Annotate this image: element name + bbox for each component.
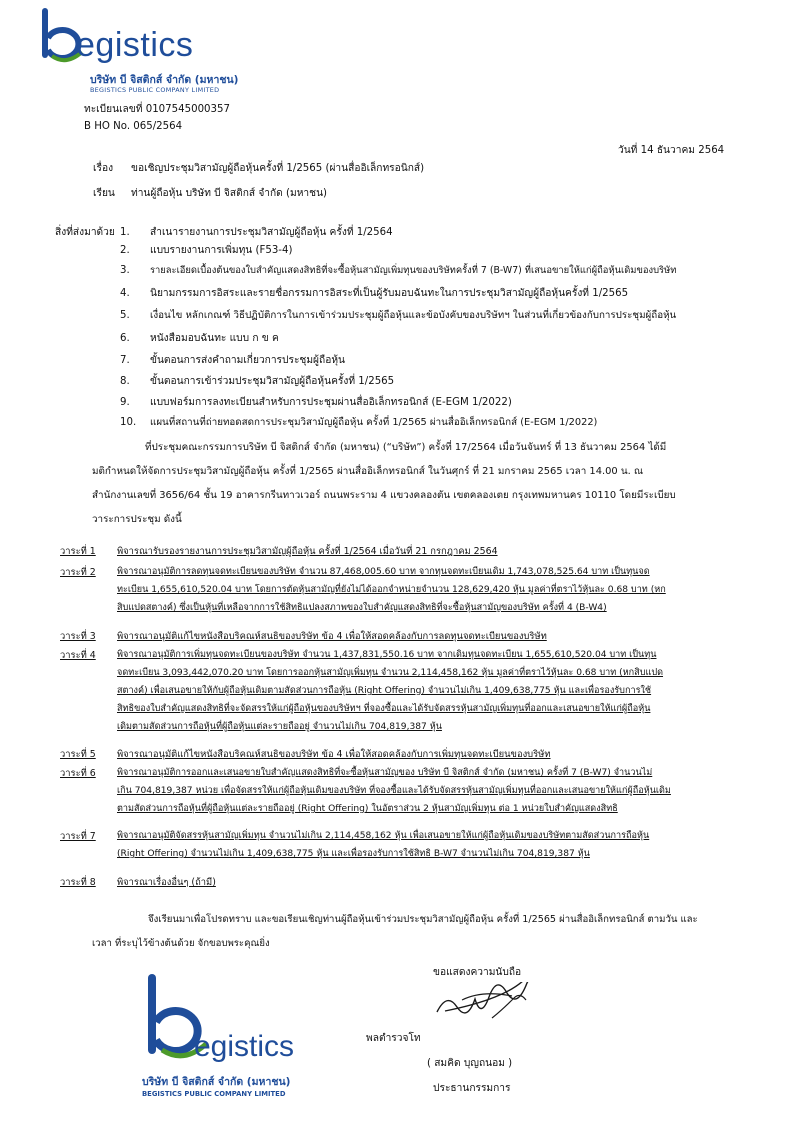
subject-text: ขอเชิญประชุมวิสามัญผู้ถือหุ้นครั้งที่ 1/2565 (ผ่านสื่ออิเล็กทรอนิกส์) [131,163,425,174]
recipient-label: เรียน [93,188,115,199]
attachments-label: สิ่งที่ส่งมาด้วย [55,227,115,238]
signature-image [432,982,552,1032]
agenda-line: พิจารณาเรื่องอื่นๆ (ถ้ามี) [117,877,216,888]
recipient-text: ท่านผู้ถือหุ้น บริษัท บี จิสติกส์ จำกัด (มหาชน) [131,188,328,199]
agenda-label: วาระที่ 8 [60,877,96,888]
agenda-line: พิจารณารับรองรายงานการประชุมวิสามัญผู้ถือหุ้น ครั้งที่ 1/2564 เมื่อวันที่ 21 กรกฎาคม 2564 [117,546,498,557]
list-item: 2. แบบรายงานการเพิ่มทุน (F53-4) [120,245,293,256]
list-item: 4. นิยามกรรมการอิสระและรายชื่อกรรมการอิสระที่เป็นผู้รับมอบฉันทะในการประชุมวิสามัญผู้ถือหุ้นครั้งที่ 1/2565 [120,288,629,299]
intro-line: วาระการประชุม ดังนี้ [92,514,182,525]
regards-text: ขอแสดงความนับถือ [433,967,522,978]
intro-line: ที่ประชุมคณะกรรมการบริษัท บี จิสติกส์ จำกัด (มหาชน) (“บริษัท”) ครั้งที่ 17/2564 เมื่อวันจันทร์ ที่ 13 ธันวาคม 2564 ได้มี [145,442,667,453]
intro-line: มติกำหนดให้จัดการประชุมวิสามัญผู้ถือหุ้น ครั้งที่ 1/2565 ผ่านสื่ออิเล็กทรอนิกส์ ในวันศุกร์ ที่ 21 มกราคม 2565 เวลา 14.00 น. ณ [92,466,644,477]
agenda-line: พิจารณาอนุมัติแก้ไขหนังสือบริคณห์สนธิของบริษัท ข้อ 4 เพื่อให้สอดคล้องกับการลดทุนจดทะเบียนของบริษัท [117,631,547,642]
company-name-thai: บริษัท บี จิสติกส์ จำกัด (มหาชน) [90,74,239,86]
document-date: วันที่ 14 ธันวาคม 2564 [618,145,725,156]
list-item: 6. หนังสือมอบฉันทะ แบบ ก ข ค [120,333,279,344]
list-item: 3. รายละเอียดเบื้องต้นของใบสำคัญแสดงสิทธิที่จะซื้อหุ้นสามัญเพิ่มทุนของบริษัทครั้งที่ 7 (B-W7) ที่เสนอขายให้แก่ผู้ถือหุ้นเดิมของบริษัท [120,265,677,276]
subject-label: เรื่อง [93,163,114,174]
agenda-line: สิทธิของใบสำคัญแสดงสิทธิที่จะจัดสรรให้แก่ผู้ถือหุ้นของบริษัทฯ ที่จองซื้อและได้รับจัดสรรหุ้นสามัญเพิ่มทุนที่ออกและเสนอขายให้แก่ผู้ถือหุ้น [117,704,651,714]
signatory-rank: พลตำรวจโท [366,1033,421,1044]
agenda-line: พิจารณาอนุมัติจัดสรรหุ้นสามัญเพิ่มทุน จำนวนไม่เกิน 2,114,458,162 หุ้น เพื่อเสนอขายให้แก่ผู้ถือหุ้นเดิมของบริษัทตามสัดส่วนการถือหุ้น [117,831,650,841]
agenda-line: ตามสัดส่วนการถือหุ้นที่ผู้ถือหุ้นแต่ละรายถืออยู่ (Right Offering) ในอัตราส่วน 2 หุ้นสามัญเพิ่มทุน ต่อ 1 หน่วยใบสำคัญแสดงสิทธิ [117,804,618,814]
agenda-line: สตางค์) เพื่อเสนอขายให้กับผู้ถือหุ้นเดิมตามสัดส่วนการถือหุ้น (Right Offering) จำนวนไม่เกิน 1,409,638,775 หุ้น และเพื่อรองรับการใช้ [117,686,652,696]
agenda-line: (Right Offering) จำนวนไม่เกิน 1,409,638,775 หุ้น และเพื่อรองรับการใช้สิทธิ B-W7 จำนวนไม่เกิน 704,819,387 หุ้น [117,849,590,859]
signatory-title: ประธานกรรมการ [433,1083,511,1094]
agenda-line: เกิน 704,819,387 หน่วย เพื่อจัดสรรให้แก่ผู้ถือหุ้นเดิมของบริษัท ที่จองซื้อและได้รับจัดสรรหุ้นสามัญเพิ่มทุนที่ออกและเสนอขายให้แก่ผู้ถือหุ้นเดิม [117,786,671,796]
signatory-name: ( สมคิด บุญถนอม ) [427,1058,513,1069]
agenda-line: จดทะเบียน 3,093,442,070.20 บาท โดยการออกหุ้นสามัญเพิ่มทุน จำนวน 2,114,458,162 หุ้น มูลค่าที่ตราไว้หุ้นละ 0.68 บาท (หกสิบแปด [117,668,664,678]
registration-number: ทะเบียนเลขที่ 0107545000357 [84,104,230,115]
list-item: 7. ขั้นตอนการส่งคำถามเกี่ยวการประชุมผู้ถือหุ้น [120,355,345,366]
agenda-line: สิบแปดสตางค์) ซึ่งเป็นหุ้นที่เหลือจากการใช้สิทธิแปลงสภาพของใบสำคัญแสดงสิทธิที่จะซื้อหุ้นสามัญของบริษัท ครั้งที่ 4 (B-W4) [117,603,607,613]
list-item: 8. ขั้นตอนการเข้าร่วมประชุมวิสามัญผู้ถือหุ้นครั้งที่ 1/2565 [120,376,395,387]
closing-line: เวลา ที่ระบุไว้ข้างต้นด้วย จักขอบพระคุณยิ่ง [92,938,270,949]
agenda-label: วาระที่ 4 [60,650,96,661]
agenda-label: วาระที่ 1 [60,546,96,557]
agenda-label: วาระที่ 7 [60,831,96,842]
company-logo-footer [142,970,317,1110]
intro-line: สำนักงานเลขที่ 3656/64 ชั้น 19 อาคารกรีนทาวเวอร์ ถนนพระราม 4 แขวงคลองตัน เขตคลองเตย กรุงเทพมหานคร 10110 โดยมีระเบียบ [92,490,676,501]
list-item: 5. เงื่อนไข หลักเกณฑ์ วิธีปฏิบัติการในการเข้าร่วมประชุมผู้ถือหุ้นและข้อบังคับของบริษัทฯ ในส่วนที่เกี่ยวข้องกับการประชุมผู้ถือหุ้น [120,310,677,321]
agenda-line: ทะเบียน 1,655,610,520.04 บาท โดยการตัดหุ้นสามัญที่ยังไม่ได้ออกจำหน่ายจำนวน 128,629,420 หุ้น มูลค่าที่ตราไว้หุ้นละ 0.68 บาท (หก [117,585,666,595]
agenda-label: วาระที่ 6 [60,768,96,779]
agenda-label: วาระที่ 3 [60,631,96,642]
document-number: B HO No. 065/2564 [84,121,183,132]
logo-wordmark: egistics [76,26,194,64]
agenda-label: วาระที่ 2 [60,567,96,578]
agenda-line: พิจารณาอนุมัติแก้ไขหนังสือบริคณห์สนธิของบริษัท ข้อ 4 เพื่อให้สอดคล้องกับการเพิ่มทุนจดทะเบียนของบริษัท [117,749,551,760]
agenda-line: พิจารณาอนุมัติการออกและเสนอขายใบสำคัญแสดงสิทธิที่จะซื้อหุ้นสามัญของ บริษัท บี จิสติกส์ จำกัด (มหาชน) ครั้งที่ 7 (B-W7) จำนวนไม่ [117,768,653,778]
company-name-english: BEGISTICS PUBLIC COMPANY LIMITED [142,1090,286,1098]
agenda-line: เดิมตามสัดส่วนการถือหุ้นที่ผู้ถือหุ้นแต่ละรายถืออยู่ จำนวนไม่เกิน 704,819,387 หุ้น [117,722,442,732]
company-name-thai: บริษัท บี จิสติกส์ จำกัด (มหาชน) [142,1076,291,1088]
list-item: 1. สำเนารายงานการประชุมวิสามัญผู้ถือหุ้น ครั้งที่ 1/2564 [120,227,393,238]
agenda-line: พิจารณาอนุมัติการเพิ่มทุนจดทะเบียนของบริษัท จำนวน 1,437,831,550.16 บาท จากเดิมทุนจดทะเบียน 1,655,610,520.04 บาท เป็นทุน [117,650,657,660]
closing-line: จึงเรียนมาเพื่อโปรดทราบ และขอเรียนเชิญท่านผู้ถือหุ้นเข้าร่วมประชุมวิสามัญผู้ถือหุ้น ครั้งที่ 1/2565 ผ่านสื่ออิเล็กทรอนิกส์ ตามวัน และ [148,914,698,925]
agenda-label: วาระที่ 5 [60,749,96,760]
agenda-line: พิจารณาอนุมัติการลดทุนจดทะเบียนของบริษัท จำนวน 87,468,005.60 บาท จากทุนจดทะเบียนเดิม 1,743,078,525.64 บาท เป็นทุนจด [117,567,650,577]
list-item: 9. แบบฟอร์มการลงทะเบียนสำหรับการประชุมผ่านสื่ออิเล็กทรอนิกส์ (E-EGM 1/2022) [120,397,512,408]
company-name-english: BEGISTICS PUBLIC COMPANY LIMITED [90,86,220,94]
logo-wordmark: egistics [194,1030,295,1063]
list-item: 10. แผนที่สถานที่ถ่ายทอดสดการประชุมวิสามัญผู้ถือหุ้น ครั้งที่ 1/2565 ผ่านสื่ออิเล็กทรอนิกส์ (E-EGM 1/2022) [120,417,598,428]
company-logo-header [38,6,239,101]
